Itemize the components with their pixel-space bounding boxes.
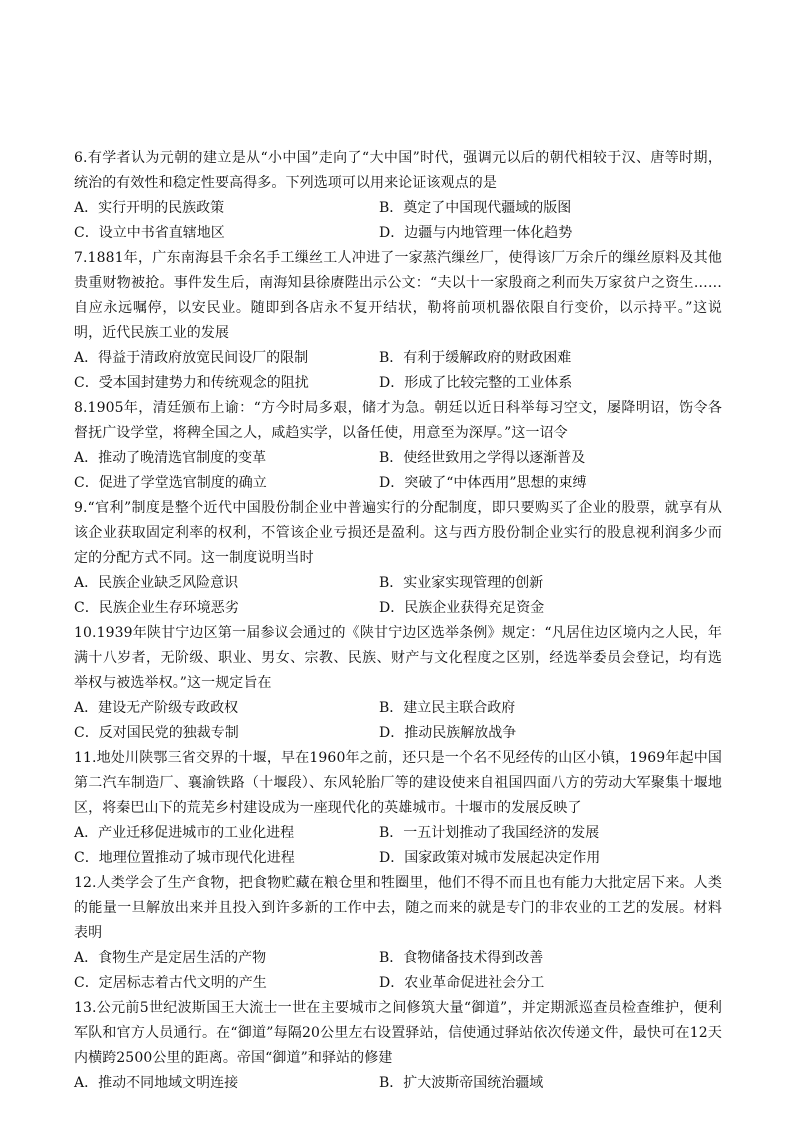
option-c: C．促进了学堂选官制度的确立 xyxy=(74,475,267,491)
option-a: A．实行开明的民族政策 xyxy=(74,200,225,216)
option-b: B．实业家实现管理的创新 xyxy=(379,575,544,591)
option-list xyxy=(74,446,722,496)
option-b: B．食物储备技术得到改善 xyxy=(379,950,544,966)
option-list xyxy=(74,571,722,621)
option-a: A．推动了晚清选官制度的变革 xyxy=(74,450,267,466)
option-b: B．有利于缓解政府的财政困难 xyxy=(379,350,572,366)
question-11 xyxy=(74,746,722,871)
option-c: C．定居标志着古代文明的产生 xyxy=(74,975,267,991)
question-stem: 8.1905年，清廷颁布上谕：“方今时局多艰，储才为急。朝廷以近日科举每习空文，屡降明诏，饬令各督抚广设学堂，将稗全国之人，咸趋实学，以备任使，用意至为深厚。”这一诏令 xyxy=(74,400,722,441)
option-c: C．设立中书省直辖地区 xyxy=(74,225,225,241)
question-stem: 6.有学者认为元朝的建立是从“小中国”走向了“大中国”时代，强调元以后的朝代相较于汉、唐等时期，统治的有效性和稳定性要高得多。下列选项可以用来论证该观点的是 xyxy=(74,150,722,191)
question-stem: 13.公元前5世纪波斯国王大流士一世在主要城市之间修筑大量“御道”，并定期派巡查员检查维护，便利军队和官方人员通行。在“御道”每隔20公里左右设置驿站，信使通过驿站依次传递文件，最快可在12天内横跨2500公里的距离。帝国“御道”和驿站的修建 xyxy=(74,1000,722,1066)
option-d: D．形成了比较完整的工业体系 xyxy=(379,375,573,391)
option-b: B．扩大波斯帝国统治疆域 xyxy=(379,1075,544,1091)
option-c: C．受本国封建势力和传统观念的阻扰 xyxy=(74,375,309,391)
option-list xyxy=(74,196,722,246)
option-d: D．国家政策对城市发展起决定作用 xyxy=(379,850,601,866)
option-list xyxy=(74,696,722,746)
option-list xyxy=(74,946,722,996)
option-c: C．地理位置推动了城市现代化进程 xyxy=(74,850,295,866)
question-6 xyxy=(74,146,722,246)
option-list xyxy=(74,346,722,396)
question-stem: 10.1939年陕甘宁边区第一届参议会通过的《陕甘宁边区选举条例》规定：“凡居住边区境内之人民，年满十八岁者，无阶级、职业、男女、宗教、民族、财产与文化程度之区别，经选举委员会登记，均有选举权与被选举权。”这一规定旨在 xyxy=(74,625,722,691)
option-a: A．得益于清政府放宽民间设厂的限制 xyxy=(74,350,309,366)
question-8 xyxy=(74,396,722,496)
question-13 xyxy=(74,996,722,1096)
option-a: A．食物生产是定居生活的产物 xyxy=(74,950,267,966)
option-c: C．民族企业生存环境恶劣 xyxy=(74,600,239,616)
option-d: D．突破了“中体西用”思想的束缚 xyxy=(379,475,587,491)
question-stem: 12.人类学会了生产食物，把食物贮藏在粮仓里和牲圈里，他们不得不而且也有能力大批定居下来。人类的能量一旦解放出来并且投入到许多新的工作中去，随之而来的就是专门的非农业的工艺的发展。材料表明 xyxy=(74,875,722,941)
option-d: D．民族企业获得充足资金 xyxy=(379,600,545,616)
question-9 xyxy=(74,496,722,621)
option-b: B．奠定了中国现代疆域的版图 xyxy=(379,200,572,216)
option-b: B．一五计划推动了我国经济的发展 xyxy=(379,825,600,841)
option-a: A．民族企业缺乏风险意识 xyxy=(74,575,239,591)
option-a: A．推动不同地域文明连接 xyxy=(74,1075,239,1091)
question-stem: 9.“官利”制度是整个近代中国股份制企业中普遍实行的分配制度，即只要购买了企业的股票，就享有从该企业获取固定利率的权利，不管该企业亏损还是盈利。这与西方股份制企业实行的股息视利润多少而定的分配方式不同。这一制度说明当时 xyxy=(74,500,722,566)
option-b: B．建立民主联合政府 xyxy=(379,700,516,716)
exam-page xyxy=(74,146,722,1096)
option-c: C．反对国民党的独裁专制 xyxy=(74,725,239,741)
option-d: D．推动民族解放战争 xyxy=(379,725,517,741)
option-d: D．农业革命促进社会分工 xyxy=(379,975,545,991)
question-stem: 11.地处川陕鄂三省交界的十堰，早在1960年之前，还只是一个名不见经传的山区小镇，1969年起中国第二汽车制造厂、襄渝铁路（十堰段）、东风轮胎厂等的建设使来自祖国四面八方的劳动大军聚集十堰地区，将秦巴山下的荒芜乡村建设成为一座现代化的英雄城市。十堰市的发展反映了 xyxy=(74,750,722,816)
question-12 xyxy=(74,871,722,996)
question-7 xyxy=(74,246,722,396)
question-10 xyxy=(74,621,722,746)
option-a: A．产业迁移促进城市的工业化进程 xyxy=(74,825,295,841)
option-list xyxy=(74,821,722,871)
option-b: B．使经世致用之学得以逐渐普及 xyxy=(379,450,586,466)
option-d: D．边疆与内地管理一体化趋势 xyxy=(379,225,573,241)
question-stem: 7.1881年，广东南海县千余名手工缫丝工人冲进了一家蒸汽缫丝厂，使得该厂万余斤的缫丝原料及其他贵重财物被抢。事件发生后，南海知县徐赓陛出示公文：“夫以十一家殷商之利而失万家贫户之资生……自应永远嘱停，以安民业。随即到各店永不复开结状，勒将前项机器依限自行变价，以示持平。”这说明，近代民族工业的发展 xyxy=(74,250,722,341)
option-a: A．建设无产阶级专政政权 xyxy=(74,700,239,716)
option-list xyxy=(74,1071,722,1096)
